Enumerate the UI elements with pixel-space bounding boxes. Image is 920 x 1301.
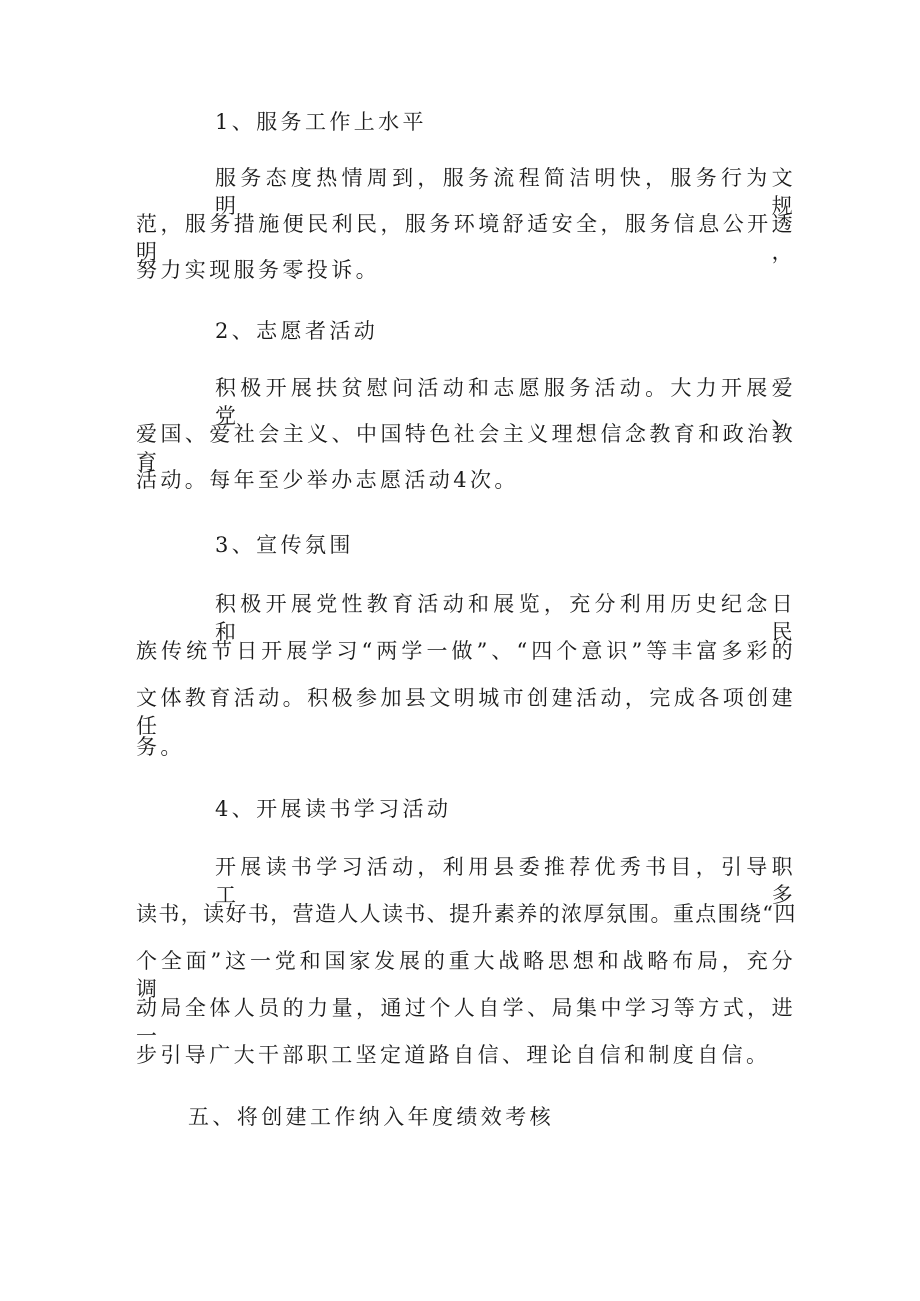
subheading: 4、开展读书学习活动 <box>215 797 452 821</box>
paragraph-line: 活动。每年至少举办志愿活动4次。 <box>136 468 519 492</box>
paragraph-line: 文体教育活动。积极参加县文明城市创建活动，完成各项创建任 <box>136 686 796 738</box>
paragraph-line: 服务态度热情周到，服务流程简洁明快，服务行为文明规 <box>215 166 796 218</box>
subheading: 2、志愿者活动 <box>215 319 379 343</box>
paragraph-line: 开展读书学习活动，利用县委推荐优秀书目，引导职工多 <box>215 855 796 907</box>
paragraph-line: 个全面”这一党和国家发展的重大战略思想和战略布局，充分调 <box>136 949 796 1001</box>
paragraph-line: 务。 <box>136 735 185 759</box>
subheading: 1、服务工作上水平 <box>215 110 427 134</box>
paragraph-line: 积极开展扶贫慰问活动和志愿服务活动。大力开展爱党、 <box>215 376 796 428</box>
paragraph-line: 范，服务措施便民利民，服务环境舒适安全，服务信息公开透明， <box>136 212 796 264</box>
paragraph-line: 族传统节日开展学习“两学一做”、“四个意识”等丰富多彩的 <box>136 639 796 663</box>
section-heading: 五、将创建工作纳入年度绩效考核 <box>188 1105 554 1129</box>
paragraph-line: 努力实现服务零投诉。 <box>136 258 380 282</box>
paragraph-line: 爱国、爱社会主义、中国特色社会主义理想信念教育和政治教育 <box>136 422 796 474</box>
paragraph-line: 动局全体人员的力量，通过个人自学、局集中学习等方式，进一 <box>136 996 796 1048</box>
paragraph-line: 积极开展党性教育活动和展览，充分利用历史纪念日和民 <box>215 592 796 644</box>
paragraph-line: 读书，读好书，营造人人读书、提升素养的浓厚氛围。重点围绕“四 <box>136 902 796 926</box>
paragraph-line: 步引导广大干部职工坚定道路自信、理论自信和制度自信。 <box>136 1043 771 1067</box>
subheading: 3、宣传氛围 <box>215 533 354 557</box>
